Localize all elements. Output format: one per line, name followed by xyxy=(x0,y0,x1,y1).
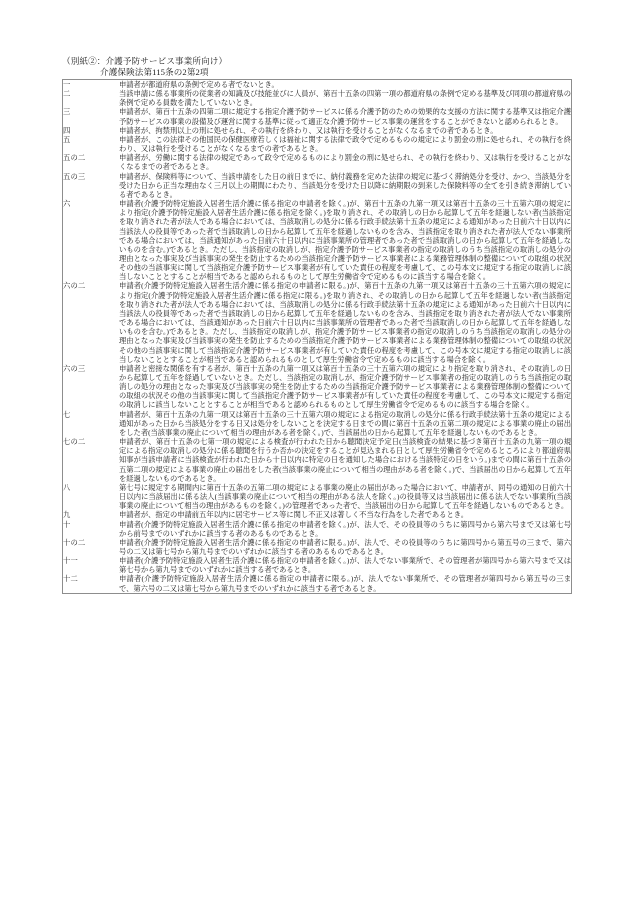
provision-number: 六の二 xyxy=(63,281,86,291)
table-row xyxy=(63,172,572,199)
provision-text-body: 申請者と密接な関係を有する者が、第百十五条の九第一項又は第百十五条の三十五第六項の規定により指定を取り消され、その取消しの日から起算して五年を経過していないとき。ただし、当該指定の取消しが、指定介護予防サービス事業者の指定の取消しのうち当該指定の取消しの処分の理由となった事実及び当該事実の発生を防止するための当該指定介護予防サービス事業者による業務管理体制の整備についての取組の状況その他の当該事実に関して当該指定介護予防サービス事業者が有していた責任の程度を考慮して、この号本文に規定する指定の取消しに該当しないこととすることが相当であると認められるものとして厚生労働省令で定めるものに該当する場合を除く。 xyxy=(119,363,571,410)
provision-number: 六の三 xyxy=(63,363,86,373)
table-row xyxy=(63,510,572,519)
provision-text xyxy=(119,556,572,574)
provision-table xyxy=(62,79,572,594)
provision-text-body: 申請者(介護予防特定施設入居者生活介護に係る指定の申請者を除く。)が、第百十五条の九第一項又は第百十五条の三十五第六項の規定により指定(介護予防特定施設入居者生活介護に係る指定を除く。)を取り消され、その取消しの日から起算して五年を経過しない者(当該指定を取り消された者が法人である場合においては、当該取消しの処分に係る行政手続法第十五条の規定による通知があった日前六十日以内に当該法人の役員等であった者で当該取消しの日から起算して五年を経過しないものを含み、当該指定を取り消された者が法人でない事業所である場合においては、当該通知があった日前六十日以内に当該事業所の管理者であった者で当該取消しの日から起算して五年を経過しないものを含む。)であるとき。ただし、当該指定の取消しが、指定介護予防サービス事業者の指定の取消しのうち当該指定の取消しの処分の理由となった事実及び当該事実の発生を防止するための当該指定介護予防サービス事業者による業務管理体制の整備についての取組の状況その他の当該事実に関して当該指定介護予防サービス事業者が有していた責任の程度を考慮して、この号本文に規定する指定の取消しに該当しないこととすることが相当であると認められるものとして厚生労働省令で定めるものに該当する場合を除く。 xyxy=(119,199,571,282)
provision-text xyxy=(119,483,572,510)
table-row xyxy=(63,437,572,483)
provision-text xyxy=(119,281,572,363)
table-row xyxy=(63,364,572,410)
page-title: （別紙②：介護予防サービス事業所向け） xyxy=(62,56,228,66)
provision-number: 五 xyxy=(63,134,71,144)
provision-text-body: 申請者(介護予防特定施設入居者生活介護に係る指定の申請者に限る。)が、法人でない事業所で、その管理者が第四号から第五号の三まで、第六号の二又は第七号から第九号までのいずれかに該当する者であるとき。 xyxy=(119,574,571,593)
provision-text xyxy=(119,135,572,153)
provision-text xyxy=(119,80,572,90)
provision-number: 七 xyxy=(63,409,71,419)
provision-number: 十の二 xyxy=(63,537,86,547)
provision-text xyxy=(119,538,572,556)
table-row xyxy=(63,281,572,363)
provision-text-body: 申請者が、第百十五条の四第二項に規定する指定介護予防サービスに係る介護予防のための効果的な支援の方法に関する基準又は指定介護予防サービスの事業の設備及び運営に関する基準に従って適正な介護予防サービス事業の運営をすることができないと認められるとき。 xyxy=(119,107,571,126)
provision-text-body: 申請者が、労働に関する法律の規定であって政令で定めるものにより罰金の刑に処せられ、その執行を終わり、又は執行を受けることがなくなるまでの者であるとき。 xyxy=(119,153,571,172)
provision-number: 五の三 xyxy=(63,171,86,181)
table-row xyxy=(63,126,572,135)
provision-number: 四 xyxy=(63,125,71,135)
provision-text-body: 申請者が、保険料等について、当該申請をした日の前日までに、納付義務を定めた法律の規定に基づく滞納処分を受け、かつ、当該処分を受けた日から正当な理由なく三月以上の期間にわたり、当該処分を受けた日以降に納期限の到来した保険料等の全てを引き続き滞納している者であるとき。 xyxy=(119,171,571,199)
provision-text xyxy=(119,364,572,410)
provision-text xyxy=(119,437,572,483)
table-row xyxy=(63,483,572,510)
provision-text xyxy=(119,510,572,519)
provision-number: 三 xyxy=(63,107,71,117)
provision-text xyxy=(119,520,572,538)
provision-number: 八 xyxy=(63,482,71,492)
table-row xyxy=(63,89,572,107)
provision-text xyxy=(119,574,572,593)
table-row xyxy=(63,556,572,574)
provision-text-body: 申請者(介護予防特定施設入居者生活介護に係る指定の申請者に限る。)が、第百十五条の九第一項又は第百十五条の三十五第六項の規定により指定(介護予防特定施設入居者生活介護に係る指定に限る。)を取り消され、その取消しの日から起算して五年を経過しない者(当該指定を取り消された者が法人である場合においては、当該取消しの処分に係る行政手続法第十五条の規定による通知があった日前六十日以内に当該法人の役員等であった者で当該取消しの日から起算して五年を経過しないものを含み、当該指定を取り消された者が法人でない事業所である場合においては、当該通知があった日前六十日以内に当該事業所の管理者であった者で当該取消しの日から起算して五年を経過しないものを含む。)であるとき。ただし、当該指定の取消しが、指定介護予防サービス事業者の指定の取消しのうち当該指定の取消しの処分の理由となった事実及び当該事実の発生を防止するための当該指定介護予防サービス事業者による業務管理体制の整備についての取組の状況その他の当該事実に関して当該指定介護予防サービス事業者が有していた責任の程度を考慮して、この号本文に規定する指定の取消しに該当しないこととすることが相当であると認められるものとして厚生労働省令で定めるものに該当する場合を除く。 xyxy=(119,281,571,364)
provision-text-body: 申請者が、第百十五条の七第一項の規定による検査が行われた日から聴聞決定予定日(当該検査の結果に基づき第百十五条の九第一項の規定による指定の取消しの処分に係る聴聞を行うか否かの決定をすることが見込まれる日として厚生労働省令で定めるところにより都道府県知事が当該申請者に当該検査が行われた日から十日以内に特定の日を通知した場合における当該特定の日をいう。)までの間に第百十五条の五第二項の規定による事業の廃止の届出をした者(当該事業の廃止について相当の理由がある者を除く。)で、当該届出の日から起算して五年を経過しないものであるとき。 xyxy=(119,437,571,483)
provision-number: 十一 xyxy=(63,556,78,566)
table-row xyxy=(63,410,572,437)
provision-number: 一 xyxy=(63,80,71,89)
provision-text-body: 申請者(介護予防特定施設入居者生活介護に係る指定の申請者を除く。)が、法人で、その役員等のうちに第四号から第六号まで又は第七号から前号までのいずれかに該当する者のあるものであるとき。 xyxy=(119,519,571,538)
table-row xyxy=(63,574,572,593)
provision-text xyxy=(119,89,572,107)
provision-text-body: 申請者が、拘禁刑以上の刑に処せられ、その執行を終わり、又は執行を受けることがなくなるまでの者であるとき。 xyxy=(119,125,498,135)
table-row xyxy=(63,199,572,281)
provision-text xyxy=(119,153,572,171)
provision-number: 二 xyxy=(63,89,71,99)
provision-number: 六 xyxy=(63,199,71,209)
provision-text xyxy=(119,199,572,281)
provision-text-body: 申請者が、第百十五条の九第一項又は第百十五条の三十五第六項の規定による指定の取消しの処分に係る行政手続法第十五条の規定による通知があった日から当該処分をする日又は処分をしないことを決定する日までの間に第百十五条の五第二項の規定による事業の廃止の届出をした者(当該事業の廃止について相当の理由がある者を除く。)で、当該届出の日から起算して五年を経過しないものであるとき。 xyxy=(119,409,571,437)
provision-text-body: 申請者(介護予防特定施設入居者生活介護に係る指定の申請者を除く。)が、法人でない事業所で、その管理者が第四号から第六号まで又は第七号から第九号までのいずれかに該当する者であるとき。 xyxy=(119,556,571,575)
provision-number: 九 xyxy=(63,510,71,520)
table-row xyxy=(63,153,572,171)
table-row xyxy=(63,80,572,90)
provision-text xyxy=(119,107,572,125)
provision-text-body: 申請者が、指定の申請前五年以内に居宅サービス等に関し不正又は著しく不当な行為をした者であるとき。 xyxy=(119,510,468,520)
provision-text-body: 申請者が都道府県の条例で定める者でないとき。 xyxy=(119,80,279,89)
table-row xyxy=(63,135,572,153)
table-row xyxy=(63,538,572,556)
provision-text-body: 申請者(介護予防特定施設入居者生活介護に係る指定の申請者に限る。)が、法人で、その役員等のうちに第四号から第五号の三まで、第六号の二又は第七号から第九号までのいずれかに該当する者のあるものであるとき。 xyxy=(119,537,571,556)
provision-text-body: 当該申請に係る事業所の従業者の知識及び技能並びに人員が、第百十五条の四第一項の都道府県の条例で定める基準及び同項の都道府県の条例で定める員数を満たしていないとき。 xyxy=(119,89,571,108)
provision-table-body xyxy=(63,80,572,594)
table-row xyxy=(63,520,572,538)
provision-text xyxy=(119,410,572,437)
provision-number: 十 xyxy=(63,519,71,529)
page-subtitle: 介護保険法第115条の2第2項 xyxy=(100,66,209,77)
provision-number: 七の二 xyxy=(63,437,86,447)
provision-text xyxy=(119,126,572,135)
provision-number: 五の二 xyxy=(63,153,86,163)
provision-text-body: 第七号に規定する期間内に第百十五条の五第二項の規定による事業の廃止の届出があった場合において、申請者が、同号の通知の日前六十日以内に当該届出に係る法人(当該事業の廃止について相当の理由がある法人を除く。)の役員等又は当該届出に係る法人でない事業所(当該事業の廃止について相当の理由があるものを除く。)の管理者であった者で、当該届出の日から起算して五年を経過しないものであるとき。 xyxy=(119,482,571,511)
provision-text xyxy=(119,172,572,199)
table-row xyxy=(63,107,572,125)
provision-number: 十二 xyxy=(63,574,78,584)
provision-text-body: 申請者が、この法律その他国民の保健医療若しくは福祉に関する法律で政令で定めるものの規定により罰金の刑に処せられ、その執行を終わり、又は執行を受けることがなくなるまでの者であるとき。 xyxy=(119,134,571,154)
